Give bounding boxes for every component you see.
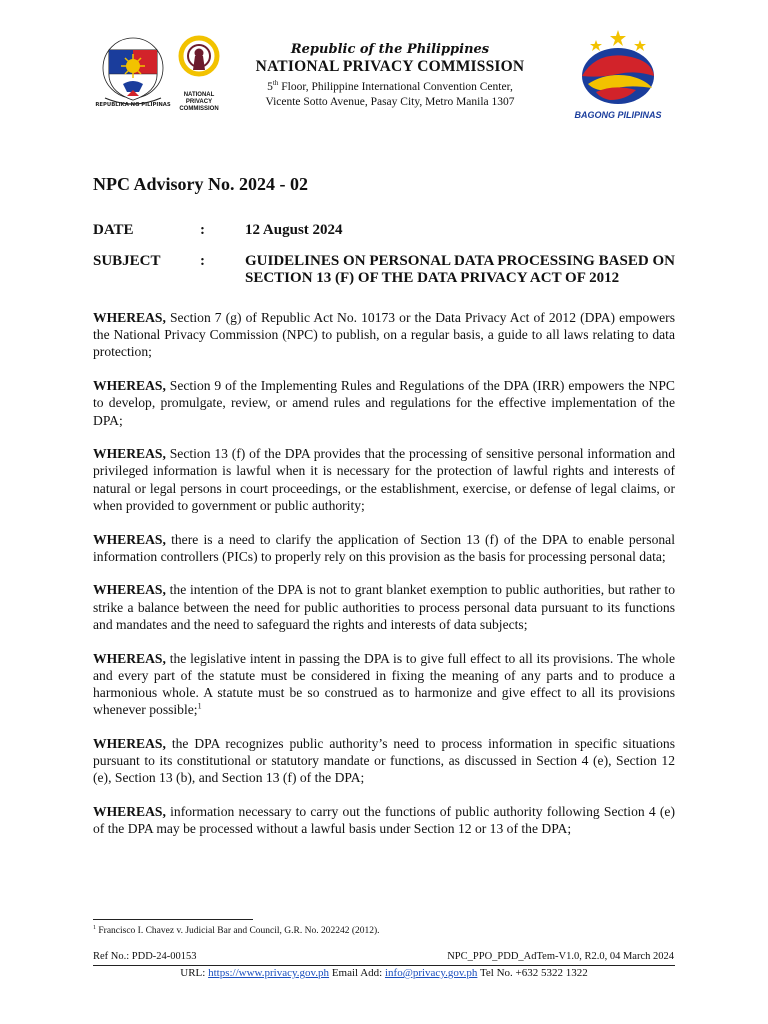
whereas-lead: WHEREAS, [93, 735, 166, 751]
footnote [93, 925, 380, 936]
footnote-mark: 1 [93, 925, 96, 931]
paragraph-text: Section 13 (f) of the DPA provides that the processing of sensitive personal information and privileged information is lawful when it is necessary for the protection of lawful rights and interests of natural or legal persons in court proceedings, or the establishment, exercise, or defense of legal claims, or when provided to government or public authority; [93, 446, 675, 513]
whereas-lead: WHEREAS, [93, 650, 166, 666]
whereas-lead: WHEREAS, [93, 446, 166, 462]
paragraph-text: information necessary to carry out the functions of public authority following Section 4 (e) of the DPA may be processed without a lawful basis under Section 12 or 13 of the DPA; [93, 803, 675, 837]
npc-logo-line: PRIVACY [185, 99, 213, 105]
address-floor-suffix: th [272, 79, 279, 87]
email-label: Email Add: [329, 967, 385, 979]
whereas-lead: WHEREAS, [93, 378, 166, 394]
whereas-lead: WHEREAS, [93, 531, 166, 547]
organization-name: NATIONAL PRIVACY COMMISSION [255, 58, 525, 75]
letterhead [240, 42, 540, 110]
email-link[interactable]: info@privacy.gov.ph [384, 967, 478, 979]
telephone: Tel No. +632 5322 1322 [477, 967, 588, 979]
footnote-reference[interactable]: 1 [197, 701, 202, 711]
npc-logo [174, 32, 224, 120]
whereas-paragraph [93, 735, 675, 787]
whereas-lead: WHEREAS, [93, 310, 166, 325]
subject-label: SUBJECT [93, 253, 161, 269]
advisory-body [93, 309, 675, 854]
whereas-lead: WHEREAS, [93, 582, 166, 598]
subject-value: GUIDELINES ON PERSONAL DATA PROCESSING BASED ON SECTION 13 (F) OF THE DATA PRIVACY ACT OF 2012 [245, 253, 675, 286]
republic-line: Republic of the Philippines [290, 42, 490, 57]
whereas-paragraph [93, 581, 675, 633]
advisory-title: NPC Advisory No. 2024 - 02 [93, 174, 308, 194]
address-line-1: Floor, Philippine International Convention Center, [278, 80, 513, 93]
address-line-2: Vicente Sotto Avenue, Pasay City, Metro Manila 1307 [265, 95, 515, 108]
paragraph-text: the DPA recognizes public authority’s need to process information in specific situations pursuant to its constitutional or statutory mandate or functions, as discussed in Section 4 (e), Section 12 (e), Section 13 (b), and Section 13 (f) of the DPA; [93, 735, 675, 786]
philippine-seal-icon [93, 30, 173, 110]
subject-colon: : [200, 253, 205, 269]
template-version: NPC_PPO_PDD_AdTem-V1.0, R2.0, 04 March 2024 [447, 951, 674, 962]
seal-ribbon-text: REPUBLIKA NG PILIPINAS [95, 102, 171, 108]
npc-logo-line: COMMISSION [179, 106, 219, 112]
bagong-pilipinas-logo-icon [566, 26, 670, 122]
whereas-paragraph [93, 309, 675, 361]
paragraph-text: the legislative intent in passing the DPA is to give full effect to all its provisions. The whole and every part of the statute must be considered in fixing the meaning of any parts and to produce a harmonious whole. A statute must be so construed as to harmonize and give effect to all its provisions whenever possible; [93, 650, 675, 718]
website-link[interactable]: https://www.privacy.gov.ph [208, 967, 330, 979]
whereas-lead: WHEREAS, [93, 803, 166, 819]
address-floor-number: 5 [267, 80, 273, 93]
whereas-paragraph [93, 531, 675, 565]
paragraph-text: the intention of the DPA is not to grant blanket exemption to public authorities, but rather to strike a balance between the need for public authorities to process personal data pursuant to its functions and mandates and the need to safeguard the rights and interests of data subjects; [93, 582, 675, 632]
footer-contact [93, 967, 675, 979]
paragraph-text: Section 7 (g) of Republic Act No. 10173 or the Data Privacy Act of 2012 (DPA) empowers the National Privacy Commission (NPC) to publish, on a regular basis, a guide to all laws relating to data protection; [93, 310, 675, 360]
npc-keyhole-icon [174, 32, 224, 88]
whereas-paragraph [93, 377, 675, 429]
bagong-pilipinas-text: BAGONG PILIPINAS [574, 110, 662, 120]
address [240, 76, 540, 110]
whereas-paragraph [93, 650, 675, 719]
whereas-paragraph [93, 803, 675, 837]
footnote-text: Francisco I. Chavez v. Judicial Bar and Council, G.R. No. 202242 (2012). [96, 926, 380, 937]
footnote-divider [93, 919, 253, 920]
date-label: DATE [93, 222, 134, 238]
date-colon: : [200, 222, 205, 238]
npc-logo-line: NATIONAL [183, 92, 215, 98]
whereas-paragraph [93, 445, 675, 514]
paragraph-text: Section 9 of the Implementing Rules and Regulations of the DPA (IRR) empowers the NPC to develop, promulgate, review, or amend rules and regulations for the effective implementation of the DPA; [93, 378, 675, 428]
url-label: URL: [180, 967, 209, 979]
reference-number: Ref No.: PDD-24-00153 [93, 951, 197, 962]
footer-divider [93, 965, 675, 966]
date-value: 12 August 2024 [245, 222, 343, 238]
paragraph-text: there is a need to clarify the application of Section 13 (f) of the DPA to enable personal information controllers (PICs) to properly rely on this provision as the basis for processing personal data; [93, 531, 675, 564]
